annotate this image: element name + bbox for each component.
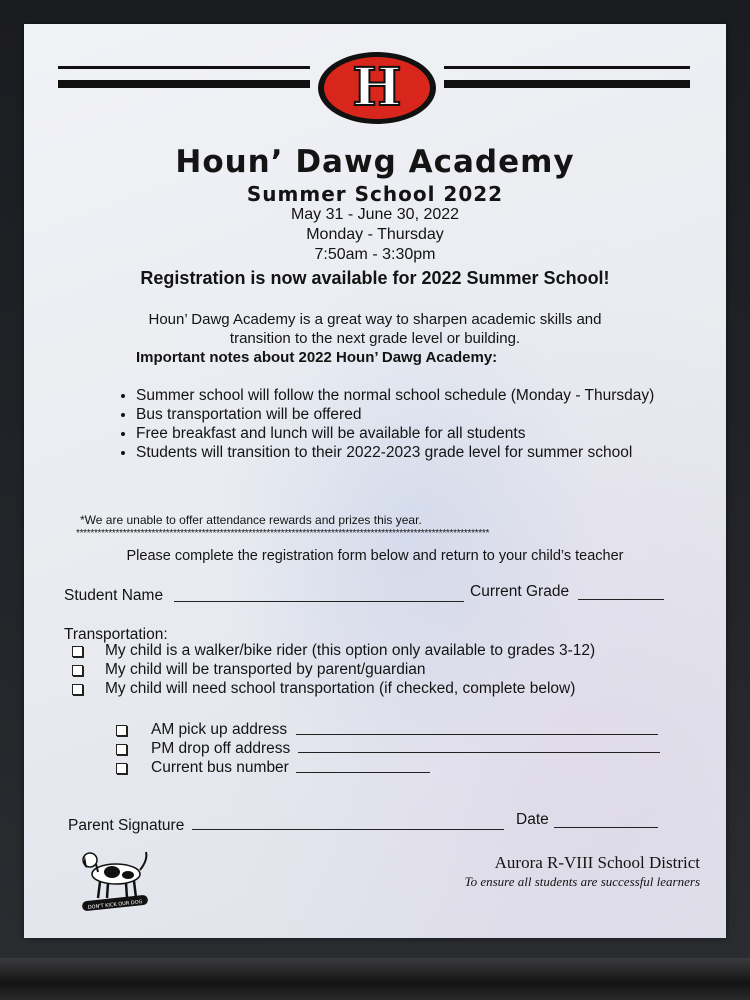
flyer-page bbox=[24, 24, 726, 938]
current-grade-label: Current Grade bbox=[470, 583, 570, 600]
date-label: Date bbox=[516, 811, 549, 828]
hound-dog-mascot-icon bbox=[76, 846, 154, 914]
header-rule-left-thin bbox=[58, 66, 310, 69]
district-name: Aurora R-VIII School District bbox=[494, 853, 700, 872]
list-item: • Bus transportation will be offered bbox=[136, 405, 656, 424]
student-name-field[interactable] bbox=[174, 585, 464, 602]
option-label: My child is a walker/bike rider (this option only available to grades 3-12) bbox=[105, 642, 596, 659]
checkbox[interactable] bbox=[116, 725, 127, 736]
bus-number-field[interactable] bbox=[296, 756, 430, 773]
student-name-label: Student Name bbox=[64, 587, 164, 604]
flyer-subtitle: Summer School 2022 bbox=[246, 182, 504, 206]
registration-announcement: Registration is now available for 2022 Summer School! bbox=[140, 268, 610, 288]
logo-letter: H bbox=[352, 57, 402, 118]
header-rule-right-thin bbox=[444, 66, 690, 69]
program-days: Monday - Thursday bbox=[306, 226, 444, 243]
option-label: AM pick up address bbox=[151, 721, 288, 738]
transportation-label: Transportation: bbox=[64, 626, 168, 643]
checkbox[interactable] bbox=[72, 646, 83, 657]
date-field[interactable] bbox=[554, 811, 658, 828]
district-motto: To ensure all students are successful learners bbox=[464, 874, 700, 889]
program-times: 7:50am - 3:30pm bbox=[314, 246, 436, 263]
header-rule-right-thick bbox=[444, 80, 690, 88]
disclaimer: *We are unable to offer attendance rewards and prizes this year. bbox=[80, 513, 422, 527]
option-label: My child will be transported by parent/guardian bbox=[105, 661, 426, 678]
notes-heading: Important notes about 2022 Houn’ Dawg Academy: bbox=[136, 349, 498, 366]
am-pickup-address-field[interactable] bbox=[296, 718, 658, 735]
parent-signature-label: Parent Signature bbox=[68, 817, 185, 834]
checkbox[interactable] bbox=[116, 744, 127, 755]
notes-list bbox=[104, 386, 656, 462]
program-dates: May 31 - June 30, 2022 bbox=[290, 206, 460, 223]
option-label: My child will need school transportation (if checked, complete below) bbox=[105, 680, 576, 697]
checkbox[interactable] bbox=[116, 763, 127, 774]
flyer-title: Houn’ Dawg Academy bbox=[175, 144, 575, 180]
checkbox[interactable] bbox=[72, 684, 83, 695]
bus-number-option[interactable] bbox=[116, 759, 289, 777]
pm-dropoff-address-field[interactable] bbox=[298, 736, 660, 753]
transport-option-school-bus[interactable] bbox=[72, 680, 575, 698]
option-label: Current bus number bbox=[151, 759, 289, 776]
option-label: PM drop off address bbox=[151, 740, 291, 757]
list-item: • Summer school will follow the normal school schedule (Monday - Thursday) bbox=[136, 386, 656, 405]
intro-line-1: Houn’ Dawg Academy is a great way to sharpen academic skills and bbox=[148, 311, 602, 328]
header-rule-left-thick bbox=[58, 80, 310, 88]
parent-signature-field[interactable] bbox=[192, 813, 504, 830]
transport-option-parent[interactable] bbox=[72, 661, 426, 679]
transport-option-walker[interactable] bbox=[72, 642, 595, 660]
am-pickup-option[interactable] bbox=[116, 721, 287, 739]
school-logo bbox=[318, 52, 436, 124]
monitor-bezel bbox=[0, 958, 750, 1000]
pm-dropoff-option[interactable] bbox=[116, 740, 290, 758]
list-item: • Free breakfast and lunch will be available for all students bbox=[136, 424, 656, 443]
form-instruction: Please complete the registration form below and return to your child’s teacher bbox=[126, 548, 624, 564]
list-item: • Students will transition to their 2022-2023 grade level for summer school bbox=[136, 443, 656, 462]
checkbox[interactable] bbox=[72, 665, 83, 676]
current-grade-field[interactable] bbox=[578, 583, 664, 600]
separator-stars: ******************************************************************************************************************* bbox=[76, 528, 490, 539]
mascot-banner-text: DON'T KICK OUR DOG bbox=[87, 899, 143, 911]
logo-oval bbox=[324, 57, 430, 119]
intro-line-2: transition to the next grade level or building. bbox=[229, 330, 521, 347]
